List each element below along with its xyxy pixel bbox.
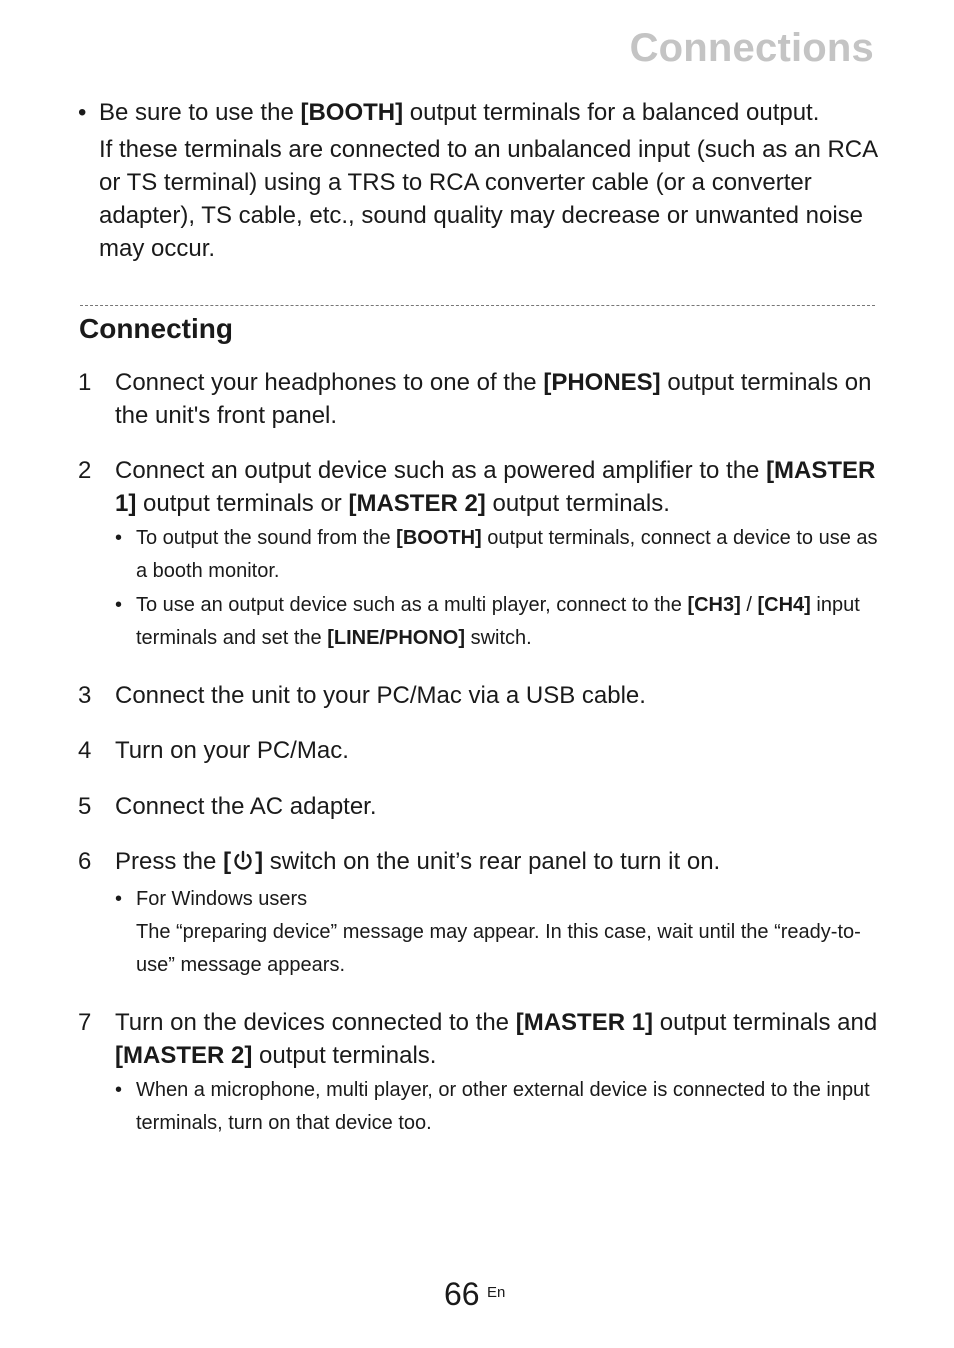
step-7 — [78, 1006, 878, 1141]
booth-term: [BOOTH] — [300, 99, 404, 126]
sub-note — [115, 589, 878, 655]
text: / — [746, 594, 752, 616]
text: Connect your headphones to one of the — [115, 369, 537, 396]
text: To output the sound from the — [136, 527, 391, 549]
sub-note-text — [136, 522, 878, 588]
page-language: En — [487, 1284, 506, 1301]
bullet: • — [115, 1079, 123, 1101]
text: Connect an output device such as a powered amplifier to the — [115, 457, 760, 484]
power-icon — [232, 848, 254, 881]
bullet: • — [78, 99, 87, 126]
step-5 — [78, 790, 878, 823]
bracket: [ — [223, 848, 232, 875]
sub-note-text — [136, 589, 878, 655]
text: output terminals, connect a device to use as a booth monitor. — [136, 527, 878, 582]
sub-note-text: When a microphone, multi player, or other external device is connected to the input terminals, turn on that device too. — [136, 1079, 870, 1134]
step-notes — [115, 1074, 878, 1140]
intro-line — [99, 96, 819, 129]
bracket: ] — [255, 848, 264, 875]
page-title: Connections — [629, 26, 874, 70]
step-text — [115, 366, 878, 432]
sub-note-detail: The “preparing device” message may appear. In this case, wait until the “ready-to-use” message appears. — [136, 921, 861, 976]
sub-note-title: For Windows users — [136, 888, 308, 910]
sub-note-text — [136, 883, 878, 982]
step-notes — [115, 522, 878, 655]
text: switch. — [470, 627, 532, 649]
step-content — [115, 845, 878, 983]
step-1 — [78, 366, 878, 432]
ch3-term: [CH3] — [687, 594, 741, 616]
text: To use an output device such as a multi player, connect to the — [136, 594, 682, 616]
step-notes — [115, 883, 878, 982]
step-text: Connect the unit to your PC/Mac via a USB cable. — [115, 682, 646, 709]
text: Press the — [115, 848, 217, 875]
step-text — [115, 454, 878, 520]
step-number: 1 — [78, 369, 92, 396]
step-number: 2 — [78, 457, 92, 484]
step-text: Connect the AC adapter. — [115, 793, 377, 820]
bullet: • — [115, 527, 123, 549]
text: output terminals and — [659, 1009, 878, 1036]
text: output terminals. — [492, 490, 670, 517]
step-3 — [78, 679, 878, 712]
sub-note — [115, 522, 878, 588]
master2-term: [MASTER 2] — [348, 490, 486, 517]
step-4 — [78, 734, 878, 767]
step-number: 5 — [78, 793, 92, 820]
intro-text: Be sure to use the — [99, 99, 294, 126]
step-text: Turn on your PC/Mac. — [115, 737, 349, 764]
page-number: 66 — [444, 1276, 480, 1312]
intro-bullet-line — [78, 96, 888, 129]
text: switch on the unit’s rear panel to turn it on. — [269, 848, 721, 875]
intro-text: output terminals for a balanced output. — [409, 99, 820, 126]
master1-term: [MASTER 1] — [515, 1009, 654, 1036]
text: output terminals on the unit's front panel. — [115, 369, 872, 429]
text: output terminals. — [259, 1042, 437, 1069]
step-2 — [78, 454, 878, 656]
booth-term: [BOOTH] — [396, 527, 482, 549]
step-number: 6 — [78, 848, 92, 875]
intro-note — [78, 96, 888, 265]
sub-note — [115, 1074, 878, 1140]
bullet: • — [115, 594, 123, 616]
step-text — [115, 845, 878, 881]
step-number: 4 — [78, 737, 92, 764]
step-number: 7 — [78, 1009, 92, 1036]
step-6 — [78, 845, 878, 983]
steps-list — [78, 366, 878, 1141]
ch4-term: [CH4] — [757, 594, 811, 616]
intro-paragraph: If these terminals are connected to an unbalanced input (such as an RCA or TS terminal) using a TRS to RCA converter cable (or a converter adapter), TS cable, etc., sound quality may decrease or unwanted noise may occur. — [99, 136, 877, 262]
step-text — [115, 1006, 878, 1072]
step-content — [115, 1006, 878, 1141]
section-divider — [80, 305, 875, 306]
section-heading: Connecting — [79, 313, 233, 344]
step-content — [115, 454, 878, 656]
text: Turn on the devices connected to the — [115, 1009, 510, 1036]
master1-term: [MASTER 1] — [115, 457, 876, 517]
text: output terminals or — [143, 490, 342, 517]
master2-term: [MASTER 2] — [115, 1042, 253, 1069]
phones-term: [PHONES] — [543, 369, 661, 396]
text: input terminals and set the — [136, 594, 860, 649]
step-number: 3 — [78, 682, 92, 709]
line-phono-term: [LINE/PHONO] — [327, 627, 465, 649]
sub-note — [115, 883, 878, 982]
bullet: • — [115, 888, 123, 910]
